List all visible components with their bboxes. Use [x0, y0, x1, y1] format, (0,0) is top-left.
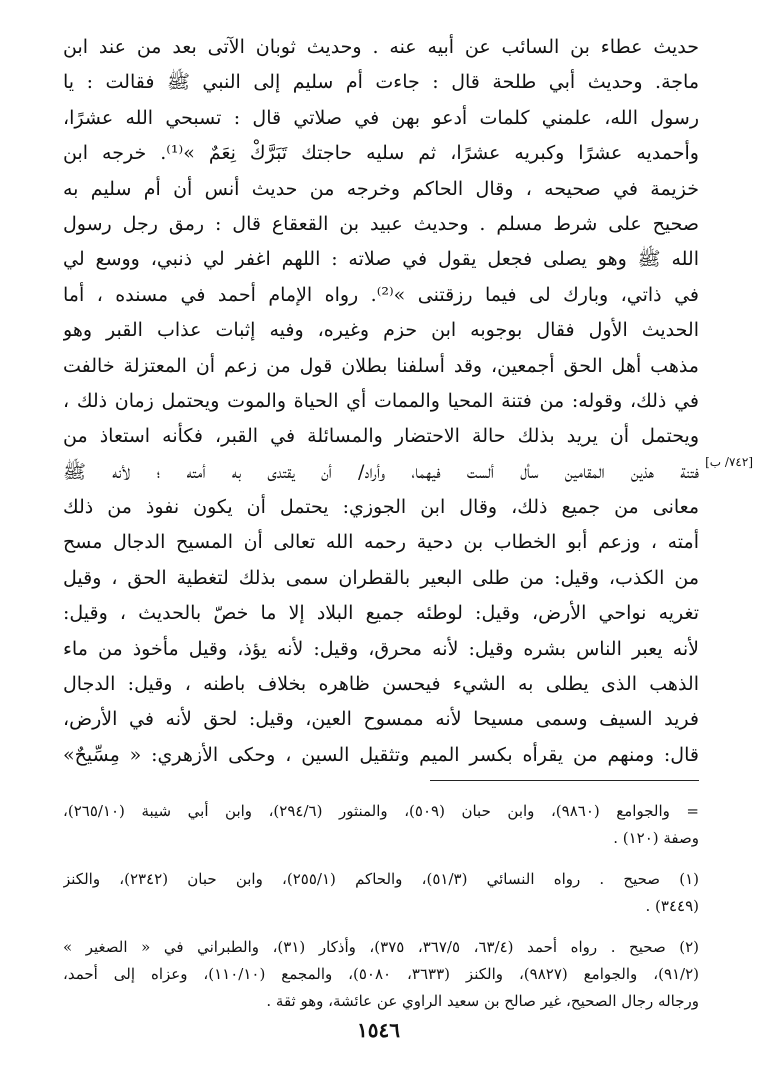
text-line: فتنة هذين المقامين سأل ألست فيهما، وأراد/ أن يقتدى به أمته ؛ لأنه ﷺ: [63, 460, 699, 483]
footnote-line: (٢) صحيح . رواه أحمد (٦٣/٤، ٣٦٧/٥، ٣٧٥)، وأذكار (٣١)، والطبراني في « الصغير »: [63, 938, 699, 956]
text-line: قال: ومنهم من يقرأه بكسر الميم وتثقيل السين ، وحكى الأزهري: « مِسِّيحٌ»: [63, 743, 699, 766]
text-line: أمته ، وزعم أبو الخطاب بن دحية رحمه الله تعالى أن المسيح الدجال مسح: [63, 531, 699, 554]
page-number: ١٥٤٦: [357, 1018, 400, 1042]
footnote-2: [63, 934, 699, 1015]
text-line: ماجة. وحديث أبي طلحة قال : جاءت أم سليم إلى النبي ﷺ فقالت : يا: [63, 71, 699, 94]
text-line: خزيمة في صحيحه ، وقال الحاكم وخرجه من حديث أنس أن أم سليم به: [63, 177, 699, 200]
text-line: من الكذب، وقيل: من طلى البعير بالقطران سمى بذلك لتغطية الحق ، وقيل: [63, 566, 699, 589]
footnote-1: [63, 866, 699, 920]
text-line: لأنه يعبر الناس بشره وقيل: لأنه محرق، وقيل: لأنه يؤذ، وقيل مأخوذ من ماء: [63, 637, 699, 660]
footnote-separator: [430, 780, 699, 781]
text-line: في ذاتي، وبارك لى فيما رزقتنى »⁽²⁾. رواه الإمام أحمد في مسنده ، أما: [63, 283, 699, 306]
text-line: الذهب الذى يطلى به الشيء فيحسن ظاهره بخلاف باطنه ، وقيل: الدجال: [63, 673, 699, 696]
text-line: الله ﷺ وهو يصلى فجعل يقول في صلاته : اللهم اغفر لي ذنبي، ووسع لي: [63, 248, 699, 271]
text-line: وأحمديه عشرًا وكبريه عشرًا، ثم سليه حاجتك تَبَرَّكْ نِعَمٌ »⁽¹⁾. خرجه ابن: [63, 142, 699, 165]
main-text: [63, 30, 699, 773]
footnote-line: ورجاله رجال الصحيح، غير صالح بن سعيد الراوي عن عائشة، وهو ثقة .: [266, 992, 699, 1010]
footnotes: [63, 798, 699, 1029]
text-line: صحيح على شرط مسلم . وحديث عبيد بن القعقاع قال : رمق رجل رسول: [63, 212, 699, 235]
text-line: الحديث الأول فقال بوجوبه ابن حزم وغيره، وفيه إثبات عذاب القبر وهو: [63, 319, 699, 342]
footnote-line: (٣٤٤٩) .: [645, 897, 699, 915]
text-line: معانى من جميع ذلك، وقال ابن الجوزي: يحتمل أن يكون نفوذ من ذلك: [63, 496, 699, 519]
footnote-line: (١) صحيح . رواه النسائي (٥١/٣)، والحاكم (٢٥٥/١)، وابن حبان (٢٣٤٢)، والكنز: [63, 870, 699, 888]
text-line: حديث عطاء بن السائب عن أبيه عنه . وحديث ثوبان الآتى بعد من عند ابن: [63, 36, 699, 58]
text-line: ويحتمل أن يريد بذلك حالة الاحتضار والمسائلة في القبر، فكأنه استعاذ من: [63, 425, 699, 448]
footnote-line: (٩١/٢)، والجوامع (٩٨٢٧)، والكنز (٣٦٣٣، ٥٠٨٠)، والمجمع (١١٠/١٠)، وعزاه إلى أحمد،: [63, 965, 699, 983]
margin-folio-note: [٧٤٢/ ب]: [705, 455, 753, 469]
text-line: في ذلك، وقوله: من فتنة المحيا والممات أي الحياة والموت ويحتمل زمان ذلك ،: [63, 389, 699, 412]
text-line: رسول الله، علمني كلمات أدعو بهن في صلاتي قال : تسبحي الله عشرًا،: [63, 106, 699, 129]
footnote-line: وصفة (١٢٠) .: [613, 829, 699, 847]
footnote-continuation: [63, 798, 699, 852]
text-line: فريد السيف وسمى مسيحا لأنه ممسوح العين، وقيل: لحق لأنه في الأرض،: [63, 708, 699, 731]
text-line: تغريه نواحي الأرض، وقيل: لوطئه جميع البلاد إلا ما خصّ بالحديث ، وقيل:: [63, 602, 699, 625]
text-line: مذهب أهل الحق أجمعين، وقد أسلفنا بطلان قول من زعم أن المعتزلة خالفت: [63, 354, 699, 377]
footnote-line: = والجوامع (٩٨٦٠)، وابن حبان (٥٠٩)، والمنثور (٢٩٤/٦)، وابن أبي شيبة (٢٦٥/١٠)،: [63, 802, 699, 820]
